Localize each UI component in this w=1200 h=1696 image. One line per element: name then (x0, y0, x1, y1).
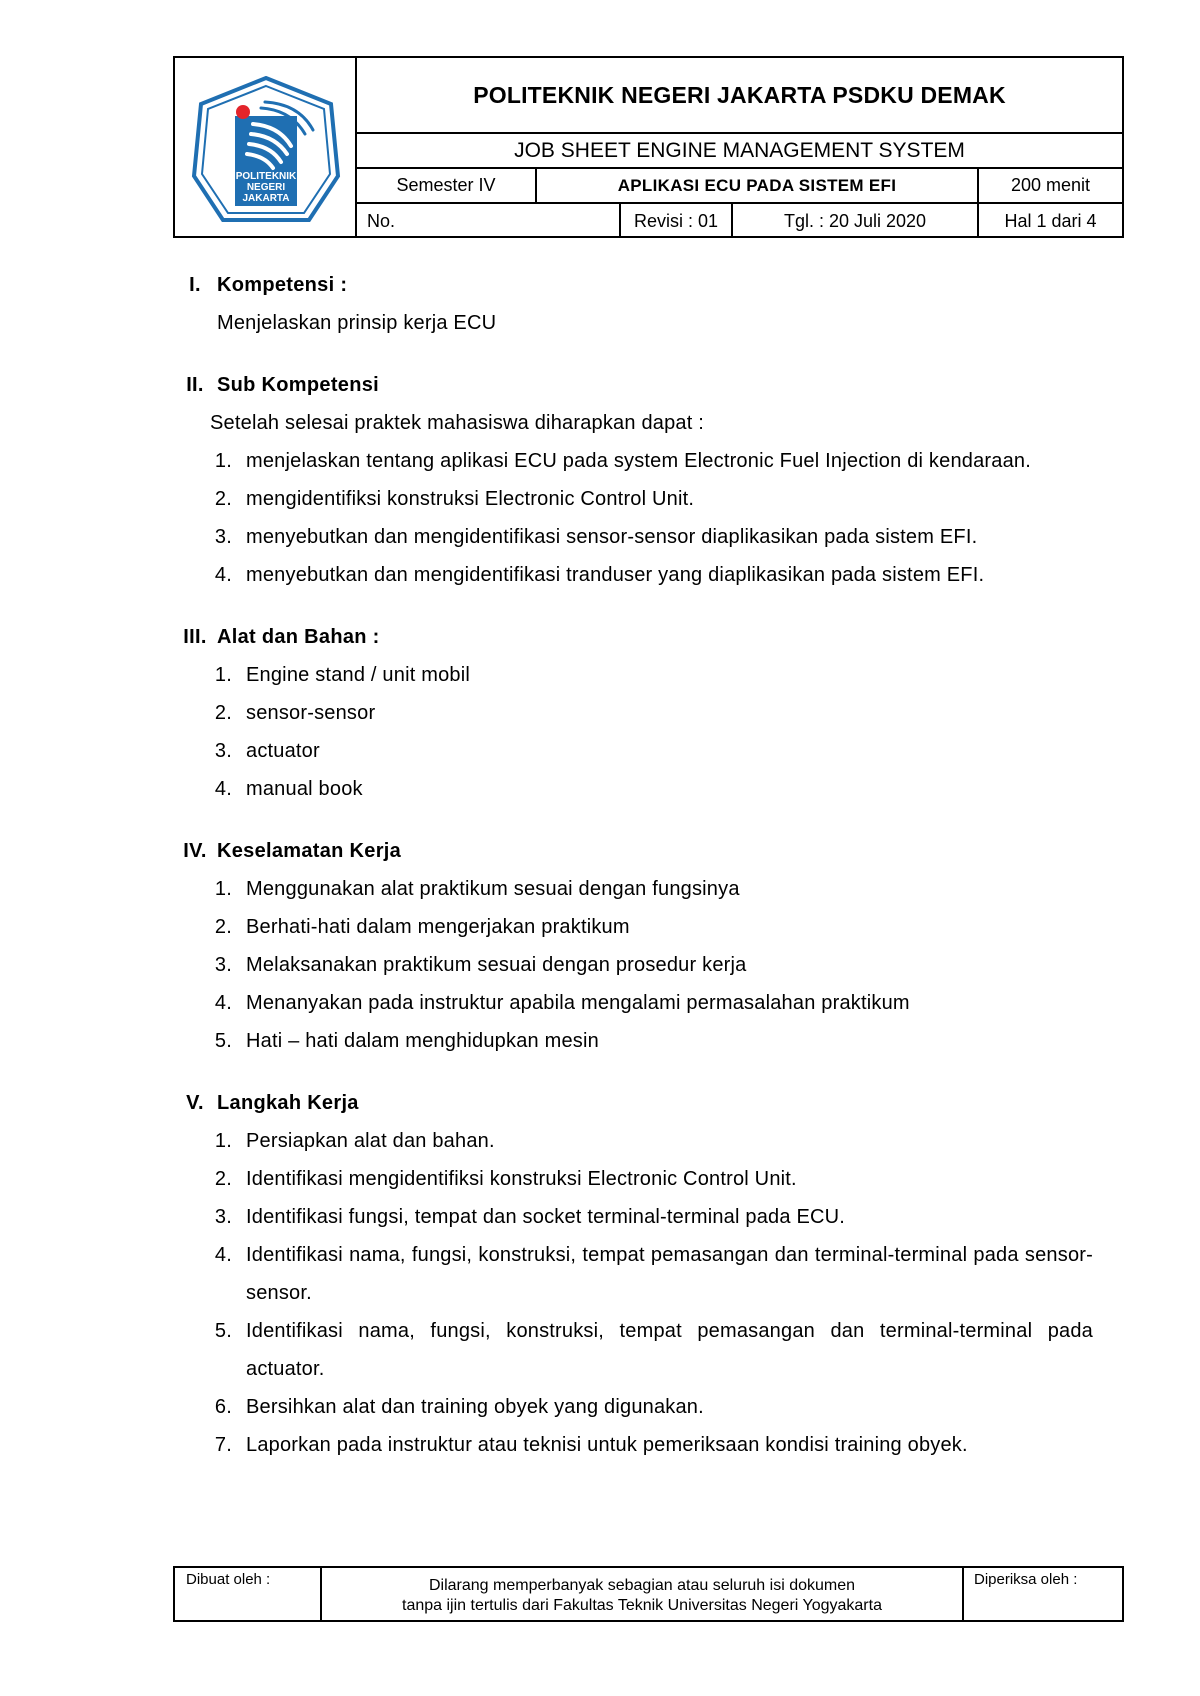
section-kompetensi (173, 266, 1093, 342)
section-number: IV. (183, 839, 207, 862)
list-item-text: actuator (246, 740, 320, 762)
list-item: 4. Identifikasi nama, fungsi, konstruksi, tempat pemasangan dan terminal-terminal pada sensor-sensor. (173, 1236, 1093, 1312)
logo-text-line3: JAKARTA (242, 193, 290, 204)
page-cell: Hal 1 dari 4 (1004, 210, 1097, 231)
logo-cell (175, 58, 357, 236)
logo-text-line2: NEGERI (246, 182, 286, 193)
section-keselamatan-kerja (173, 832, 1093, 1060)
list-item-text: sensor-sensor (246, 702, 376, 724)
list-item: 3. Identifikasi fungsi, tempat dan socket terminal-terminal pada ECU. (173, 1198, 1093, 1236)
document-title: JOB SHEET ENGINE MANAGEMENT SYSTEM (514, 138, 965, 162)
list-item: 1. Persiapkan alat dan bahan. (173, 1122, 1093, 1160)
list-item: 1. Engine stand / unit mobil (173, 656, 1093, 694)
header-semester-row (357, 169, 1122, 204)
section-alat-bahan (173, 618, 1093, 808)
list-item: 4. manual book (173, 770, 1093, 808)
alat-bahan-list (173, 656, 1093, 808)
header-institution-row (357, 58, 1122, 134)
section-heading (173, 266, 1093, 304)
section-number: III. (183, 625, 207, 648)
logo-text-line1: POLITEKNIK (235, 171, 297, 182)
section-title: Sub Kompetensi (217, 373, 379, 396)
checked-by-cell: Diperiksa oleh : (974, 1571, 1078, 1588)
keselamatan-list (173, 870, 1093, 1060)
list-item: 2. mengidentifiksi konstruksi Electronic Control Unit. (173, 480, 1093, 518)
list-item-text: Melaksanakan praktikum sesuai dengan prosedur kerja (246, 954, 747, 976)
list-item-text: menyebutkan dan mengidentifikasi sensor-sensor diaplikasikan pada sistem EFI. (246, 526, 978, 548)
copyright-notice (322, 1568, 964, 1620)
list-item: 1. menjelaskan tentang aplikasi ECU pada system Electronic Fuel Injection di kendaraan. (173, 442, 1093, 480)
list-item: 3. Melaksanakan praktikum sesuai dengan prosedur kerja (173, 946, 1093, 984)
section-intro: Setelah selesai praktek mahasiswa diharapkan dapat : (210, 412, 705, 434)
list-item-text: Identifikasi nama, fungsi, konstruksi, tempat pemasangan dan terminal-terminal pada sensor-sensor. (246, 1244, 1093, 1304)
section-heading (173, 366, 1093, 404)
list-item-text: manual book (246, 778, 363, 800)
date-cell: Tgl. : 20 Juli 2020 (733, 204, 979, 238)
section-sub-kompetensi (173, 366, 1093, 594)
list-item-text: Bersihkan alat dan training obyek yang digunakan. (246, 1396, 704, 1418)
section-number: V. (186, 1091, 204, 1114)
document-body (173, 266, 1093, 1488)
list-item: 3. actuator (173, 732, 1093, 770)
list-item: 7. Laporkan pada instruktur atau teknisi untuk pemeriksaan kondisi training obyek. (173, 1426, 1093, 1464)
list-item-text: Engine stand / unit mobil (246, 664, 471, 686)
section-title: Keselamatan Kerja (217, 839, 402, 862)
list-item-text: Hati – hati dalam menghidupkan mesin (246, 1030, 599, 1052)
institution-logo (191, 76, 341, 224)
list-item-text: Laporkan pada instruktur atau teknisi untuk pemeriksaan kondisi training obyek. (246, 1434, 968, 1456)
notice-line-1: Dilarang memperbanyak sebagian atau seluruh isi dokumen (428, 1577, 856, 1594)
list-item-text: Persiapkan alat dan bahan. (246, 1130, 495, 1152)
made-by-cell: Dibuat oleh : (175, 1568, 322, 1620)
subject-cell: APLIKASI ECU PADA SISTEM EFI (537, 169, 979, 202)
list-item: 4. menyebutkan dan mengidentifikasi tranduser yang diaplikasikan pada sistem EFI. (173, 556, 1093, 594)
list-item-text: menjelaskan tentang aplikasi ECU pada system Electronic Fuel Injection di kendaraan. (246, 450, 1031, 472)
header-info (357, 58, 1122, 236)
institution-name: POLITEKNIK NEGERI JAKARTA PSDKU DEMAK (473, 81, 1006, 108)
list-item: 2. sensor-sensor (173, 694, 1093, 732)
list-item-text: Menggunakan alat praktikum sesuai dengan fungsinya (246, 878, 740, 900)
section-number: II. (186, 373, 204, 396)
section-title: Langkah Kerja (217, 1091, 359, 1114)
list-item-text: Identifikasi mengidentifiksi konstruksi Electronic Control Unit. (246, 1168, 797, 1190)
section-heading (173, 832, 1093, 870)
list-item-text: menyebutkan dan mengidentifikasi tranduser yang diaplikasikan pada sistem EFI. (246, 564, 985, 586)
section-langkah-kerja (173, 1084, 1093, 1464)
duration-cell: 200 menit (1010, 175, 1091, 195)
list-item: 1. Menggunakan alat praktikum sesuai dengan fungsinya (173, 870, 1093, 908)
section-heading (173, 618, 1093, 656)
section-title: Kompetensi : (217, 273, 348, 296)
header-number-row (357, 204, 1122, 238)
list-item-text: Identifikasi fungsi, tempat dan socket terminal-terminal pada ECU. (246, 1206, 846, 1228)
list-item: 2. Berhati-hati dalam mengerjakan praktikum (173, 908, 1093, 946)
document-footer (173, 1566, 1124, 1622)
semester-cell: Semester IV (357, 169, 537, 202)
document-header (173, 56, 1124, 238)
list-item: 2. Identifikasi mengidentifiksi konstruksi Electronic Control Unit. (173, 1160, 1093, 1198)
section-heading (173, 1084, 1093, 1122)
list-item-text: Menanyakan pada instruktur apabila mengalami permasalahan praktikum (246, 992, 910, 1014)
list-item: 3. menyebutkan dan mengidentifikasi sensor-sensor diaplikasikan pada sistem EFI. (173, 518, 1093, 556)
list-item: 5. Identifikasi nama, fungsi, konstruksi, tempat pemasangan dan terminal-terminal pada actuator. (173, 1312, 1093, 1388)
notice-line-2: tanpa ijin tertulis dari Fakultas Teknik Universitas Negeri Yogyakarta (402, 1597, 882, 1614)
list-item-text: Berhati-hati dalam mengerjakan praktikum (246, 916, 630, 938)
list-item: 5. Hati – hati dalam menghidupkan mesin (173, 1022, 1093, 1060)
section-number: I. (189, 273, 201, 296)
sub-kompetensi-list (173, 442, 1093, 594)
number-cell: No. (357, 204, 621, 238)
list-item: 4. Menanyakan pada instruktur apabila mengalami permasalahan praktikum (173, 984, 1093, 1022)
header-title-row (357, 134, 1122, 169)
list-item-text: mengidentifiksi konstruksi Electronic Control Unit. (246, 488, 695, 510)
revision-cell: Revisi : 01 (621, 204, 733, 238)
section-title: Alat dan Bahan : (217, 625, 380, 648)
section-text: Menjelaskan prinsip kerja ECU (217, 312, 497, 334)
langkah-kerja-list (173, 1122, 1093, 1464)
list-item: 6. Bersihkan alat dan training obyek yang digunakan. (173, 1388, 1093, 1426)
list-item-text: Identifikasi nama, fungsi, konstruksi, tempat pemasangan dan terminal-terminal pada actuator. (246, 1320, 1093, 1380)
